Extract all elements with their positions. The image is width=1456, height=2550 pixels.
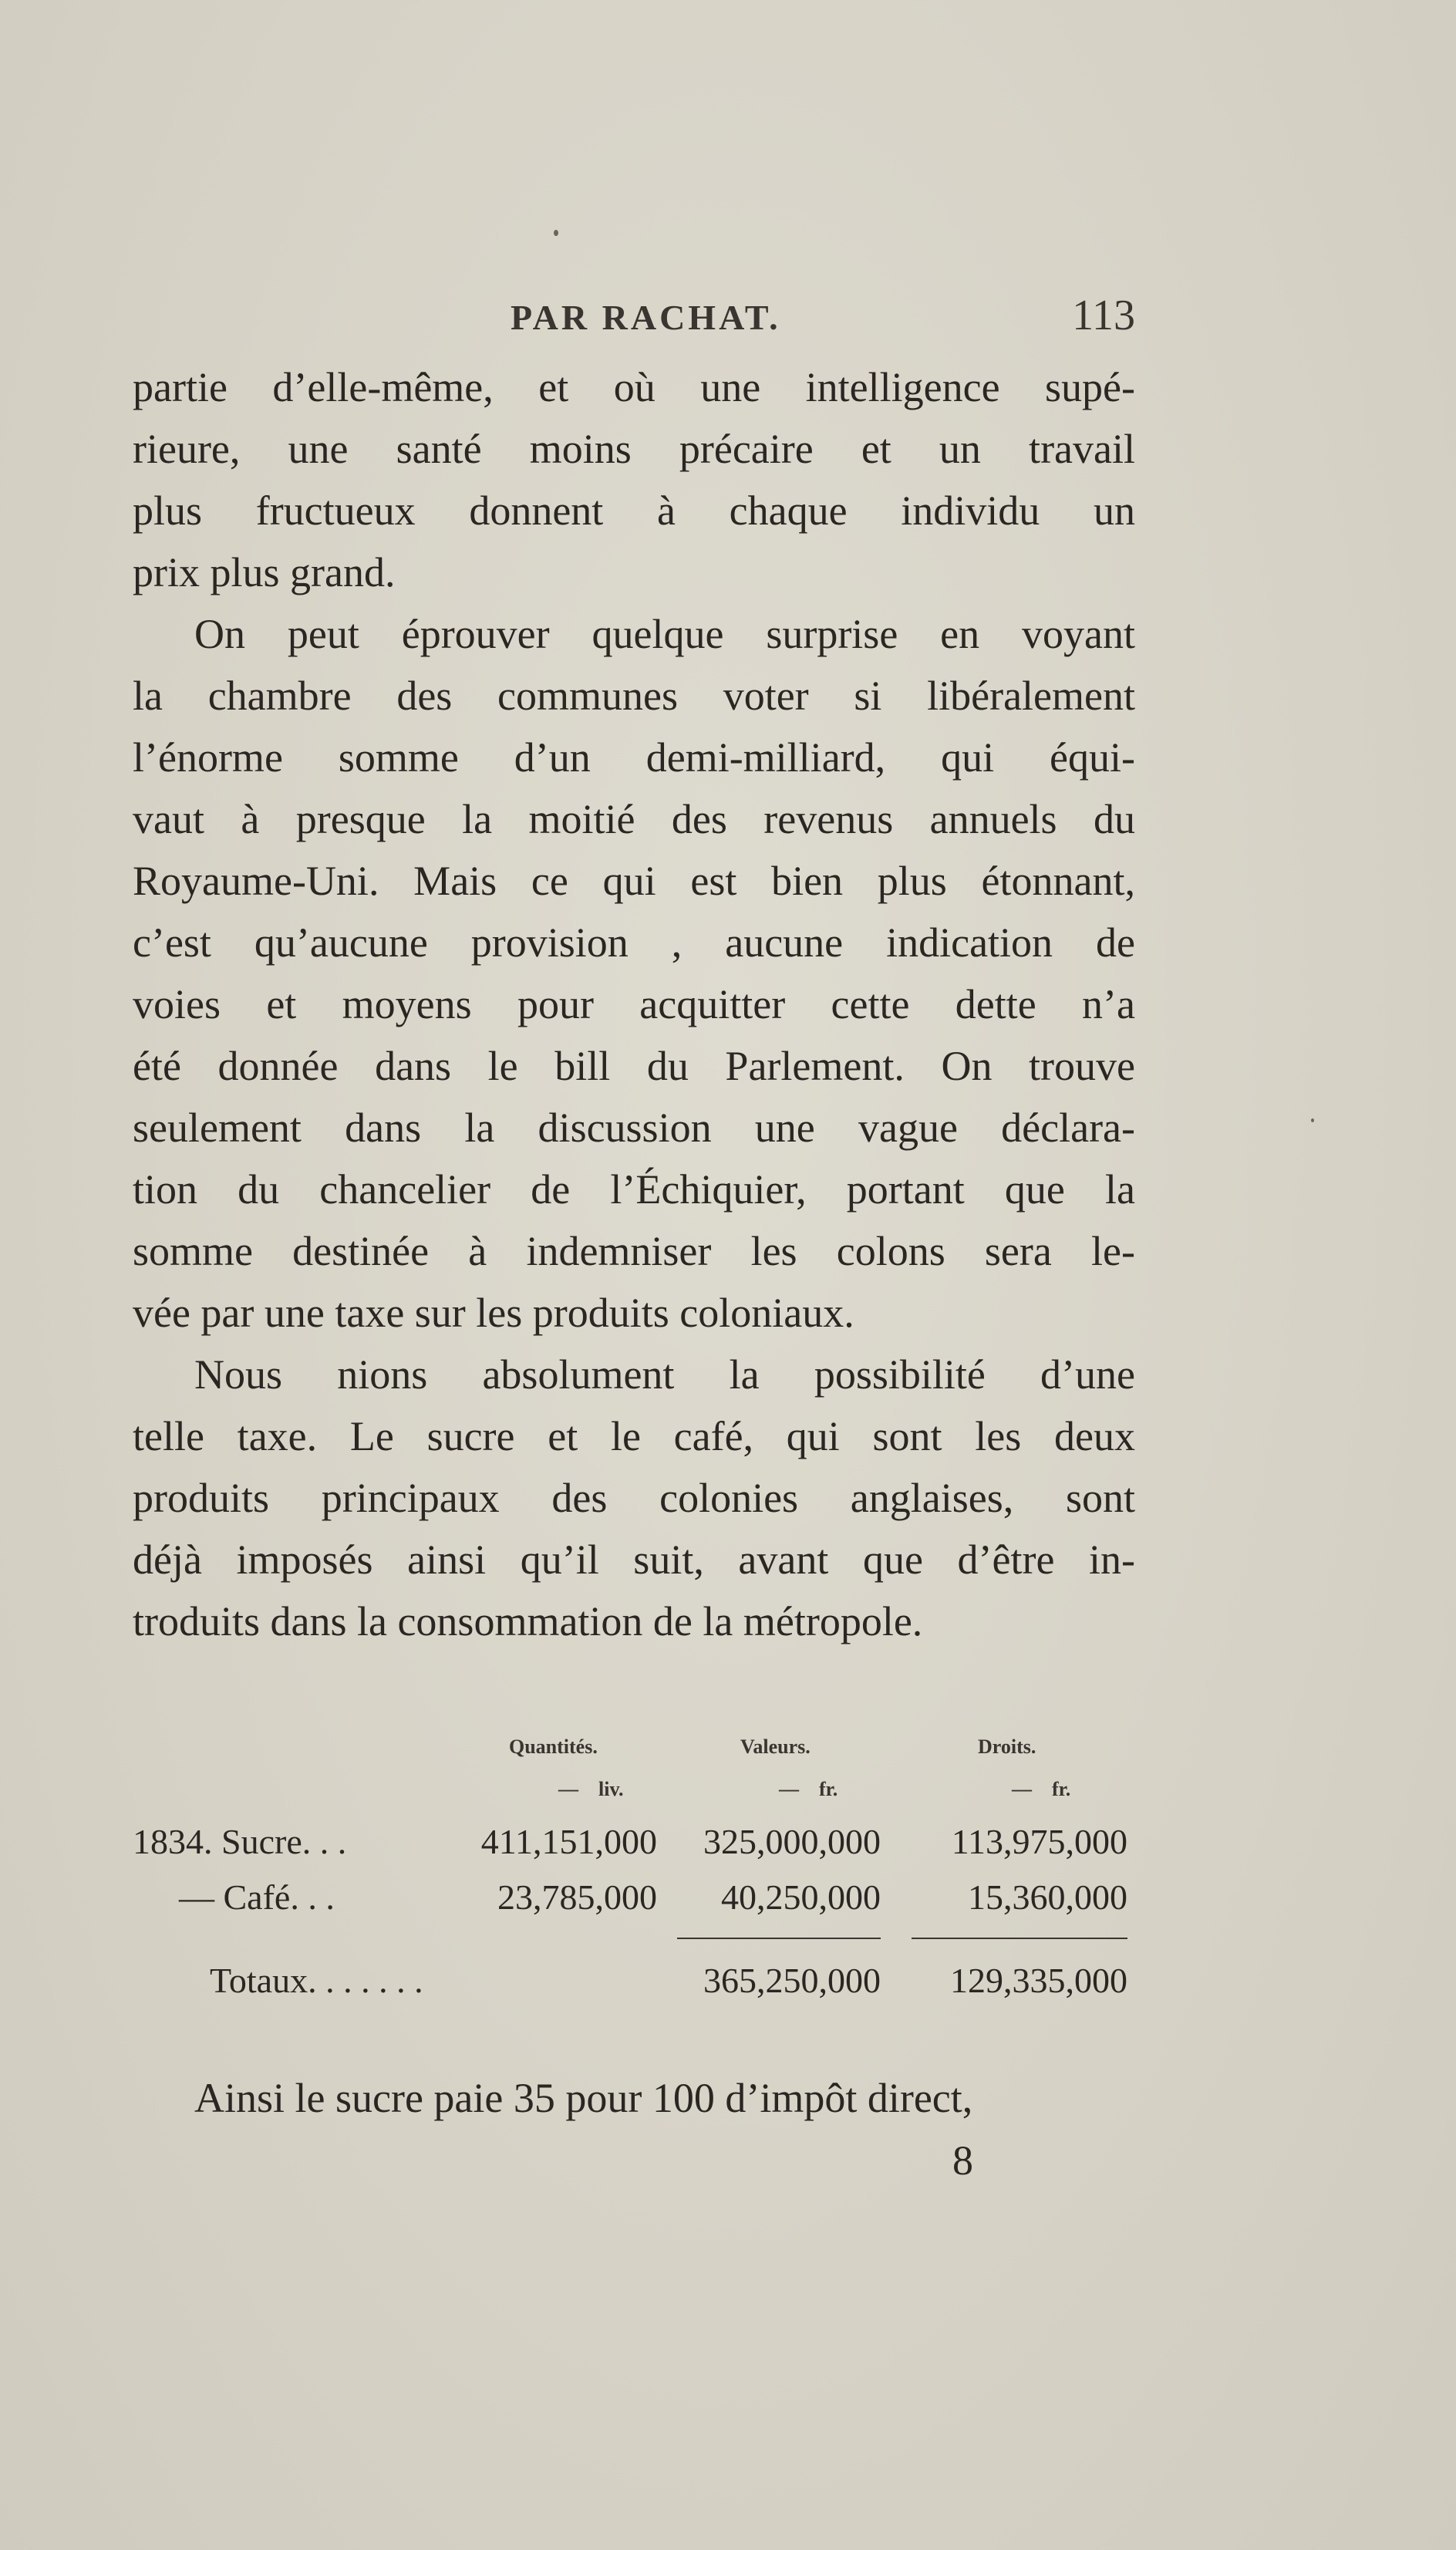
column-header-quantites: Quantités. <box>509 1735 598 1758</box>
row-valeur: 325,000,000 <box>703 1822 881 1861</box>
table-row <box>133 1874 1135 1921</box>
sum-rule-valeurs <box>677 1938 881 1939</box>
column-header-valeurs: Valeurs. <box>740 1735 811 1758</box>
row-quantite: 23,785,000 <box>497 1877 657 1917</box>
text-line: plus fructueux donnent à chaque individu un <box>133 487 1135 534</box>
sum-rule-droits <box>912 1938 1127 1939</box>
text-line: rieure, une santé moins précaire et un travail <box>133 426 1135 472</box>
row-valeur: 40,250,000 <box>721 1877 881 1917</box>
unit-droits: — fr. <box>1012 1778 1071 1800</box>
row-droit: 113,975,000 <box>951 1822 1127 1861</box>
body-text <box>133 356 1135 1652</box>
running-title: PAR RACHAT. <box>511 298 781 337</box>
text-line: seulement dans la discussion une vague déclara- <box>133 1105 1135 1151</box>
text-line: été donnée dans le bill du Parlement. On trouve <box>133 1043 1135 1089</box>
text-line: c’est qu’aucune provision , aucune indication de <box>133 919 1135 966</box>
text-line: Royaume-Uni. Mais ce qui est bien plus étonnant, <box>133 858 1135 904</box>
row-droit: 15,360,000 <box>968 1877 1127 1917</box>
closing-line: Ainsi le sucre paie 35 pour 100 d’impôt direct, <box>194 2075 973 2121</box>
ink-speck <box>554 230 558 236</box>
row-label: — Café. . . <box>179 1877 335 1917</box>
text-line: la chambre des communes voter si libéralement <box>133 673 1135 719</box>
text-line: telle taxe. Le sucre et le café, qui sont les deux <box>133 1413 1135 1459</box>
text-line: produits principaux des colonies anglaises, sont <box>133 1475 1135 1521</box>
page-number: 113 <box>1072 292 1135 339</box>
text-line: partie d’elle-même, et où une intelligence supé- <box>133 364 1135 410</box>
text-line: voies et moyens pour acquitter cette dette n’a <box>133 981 1135 1027</box>
row-label: 1834. Sucre. . . <box>133 1822 347 1861</box>
totals-valeur: 365,250,000 <box>703 1961 881 2000</box>
text-line: tion du chancelier de l’Échiquier, portant que la <box>133 1166 1135 1213</box>
totals-droit: 129,335,000 <box>950 1961 1127 2000</box>
row-quantite: 411,151,000 <box>480 1822 657 1861</box>
text-line: déjà imposés ainsi qu’il suit, avant que d’être in- <box>133 1536 1135 1583</box>
ink-speck <box>1311 1118 1314 1122</box>
text-line: troduits dans la consommation de la métropole. <box>133 1598 923 1644</box>
signature-mark: 8 <box>952 2137 973 2184</box>
unit-quantites: — liv. <box>558 1778 624 1800</box>
text-line: vaut à presque la moitié des revenus annuels du <box>133 796 1135 842</box>
text-line: l’énorme somme d’un demi-milliard, qui équi- <box>133 734 1135 781</box>
text-line: Nous nions absolument la possibilité d’une <box>194 1351 1135 1398</box>
text-line: On peut éprouver quelque surprise en voyant <box>194 611 1135 657</box>
table-row <box>133 1819 1135 1865</box>
text-line: prix plus grand. <box>133 549 396 595</box>
column-header-droits: Droits. <box>978 1735 1036 1758</box>
text-line: somme destinée à indemniser les colons sera le- <box>133 1228 1135 1274</box>
totals-label: Totaux. . . . . . . <box>210 1961 423 2000</box>
text-line: vée par une taxe sur les produits coloniaux. <box>133 1290 854 1336</box>
totals-row <box>133 1958 1135 2004</box>
running-head <box>133 292 1135 351</box>
unit-valeurs: — fr. <box>779 1778 838 1800</box>
